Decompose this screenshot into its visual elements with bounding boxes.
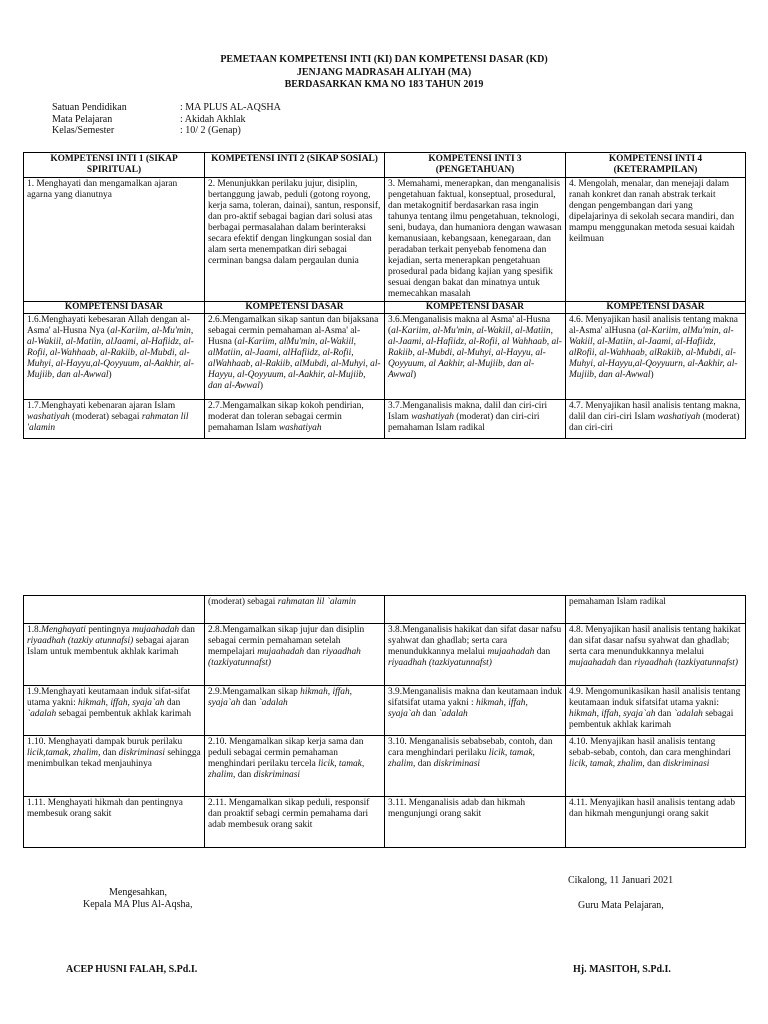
ki-header-cell: KOMPETENSI INTI 1 (SIKAP SPIRITUAL) bbox=[24, 153, 205, 178]
document-title bbox=[0, 54, 768, 92]
ki-header-row bbox=[24, 153, 746, 178]
kd-cell: 4.6. Menyajikan hasil analisis tentang makna al-Asma' alHusna (al-Kariim, alMu'min, al-Wakiil, al-Matiin, al-Jaami, al-Hafiidz, alRofii, al-Wahhaab, alRakiib, al-Mubdi, al-Muhyi, al-Hayyu,al-Qoyyuurn, al-Aakhir, al-Mujiib, dan al-Awwal) bbox=[566, 314, 746, 400]
table-row bbox=[24, 797, 746, 848]
table-row bbox=[24, 686, 746, 736]
ki-text-row bbox=[24, 178, 746, 302]
title-line-3: BERDASARKAN KMA NO 183 TAHUN 2019 bbox=[284, 79, 484, 90]
ki-header-cell: KOMPETENSI INTI 2 (SIKAP SOSIAL) bbox=[205, 153, 385, 178]
document-meta bbox=[52, 102, 281, 137]
ki-text-cell: 1. Menghayati dan mengamalkan ajaran agarna yang dianutnya bbox=[24, 178, 205, 302]
kd-cell bbox=[385, 596, 566, 624]
table-row bbox=[24, 314, 746, 400]
principal-name: ACEP HUSNI FALAH, S.Pd.I. bbox=[66, 964, 198, 975]
teacher-name: Hj. MASITOH, S.Pd.I. bbox=[573, 964, 671, 975]
kd-header-row bbox=[24, 302, 746, 314]
approval-block bbox=[83, 887, 265, 910]
kd-header-cell: KOMPETENSI DASAR bbox=[566, 302, 746, 314]
meta-value: : 10/ 2 (Genap) bbox=[180, 125, 241, 136]
kd-cell bbox=[24, 596, 205, 624]
kd-cell: pemahaman Islam radikal bbox=[566, 596, 746, 624]
kd-cell: 2.11. Mengamalkan sikap peduli, responsif dan proaktif sebagi cermin pemahama dari adab membesuk orang sakit bbox=[205, 797, 385, 848]
kd-cell: 1.9.Menghayati keutamaan induk sifat-sifat utama yakni: hikmah, iffah, syaja`ah dan `adalah sebagai pembentuk akhlak karimah bbox=[24, 686, 205, 736]
ki-header-cell: KOMPETENSI INTI 3 (PENGETAHUAN) bbox=[385, 153, 566, 178]
principal-title: Kepala MA Plus Al-Aqsha, bbox=[83, 898, 193, 910]
kd-cell: 1.6.Menghayati kebesaran Allah dengan al-Asma' al-Husna Nya (al-Kariim, al-Mu'min, al-Wakiil, al-Matiin, alJaami, al-Hafiidz, al-Rofii, al-Wahhaab, al-Rakiib, al-Mubdi, al-Muhyi, al-Hayyu,al-Qoyyuum, al-Aakhir, al-Mujiib, dan al-Awwal) bbox=[24, 314, 205, 400]
meta-value: : MA PLUS AL-AQSHA bbox=[180, 102, 281, 113]
kd-cell: 1.11. Menghayati hikmah dan pentingnya membesuk orang sakit bbox=[24, 797, 205, 848]
kd-header-cell: KOMPETENSI DASAR bbox=[205, 302, 385, 314]
kd-cell: 4.10. Menyajikan hasil analisis tentang sebab-sebab, contoh, dan cara menghindari licik, tamak, zhalim, dan diskriminasi bbox=[566, 736, 746, 797]
meta-row bbox=[52, 114, 281, 126]
meta-label: Mata Pelajaran bbox=[52, 113, 113, 125]
kd-cell: 4.8. Menyajikan hasil analisis tentang hakikat dan sifat dasar nafsu syahwat dan ghadlab; serta cara menundukkannya melalui mujaahadah dan riyaadhah (tazkiyatunnafst) bbox=[566, 624, 746, 686]
competency-table-page-2 bbox=[23, 595, 746, 848]
kd-cell: 1.8.Menghayati pentingnya mujaahadah dan riyaadhah (tazkiy atunnafsi) sebagai ajaran Islam untuk membentuk akhlak karimah bbox=[24, 624, 205, 686]
kd-cell: 3.9.Menganalisis makna dan keutamaan induk sifatsifat utama yakni : hikmah, iffah, syaja`ah dan `adalah bbox=[385, 686, 566, 736]
meta-row bbox=[52, 102, 281, 114]
signing-date: Cikalong, 11 Januari 2021 bbox=[568, 875, 674, 886]
kd-cell: 4.7. Menyajikan hasil analisis tentang makna, dalil dan ciri-ciri Islam washatiyah (moderat) dan ciri-ciri bbox=[566, 400, 746, 439]
meta-label: Satuan Pendidikan bbox=[52, 102, 127, 113]
kd-cell: 2.8.Mengamalkan sikap jujur dan disiplin sebagai cermin pemahaman setelah mempelajari mujaahadah dan riyaadhah (tazkiyatunnafst) bbox=[205, 624, 385, 686]
kd-cell: 1.7.Menghayati kebenaran ajaran Islam washatiyah (moderat) sebagai rahmatan lil 'alamin bbox=[24, 400, 205, 439]
kd-cell: 4.9. Mengomunikasikan hasil analisis tentang keutamaan induk sifatsifat utama yakni: hikmah, iffah, syaja`ah dan `adalah sebagai pembentuk akhlak karimah bbox=[566, 686, 746, 736]
table-row bbox=[24, 400, 746, 439]
meta-value: : Akidah Akhlak bbox=[180, 113, 246, 125]
kd-cell: 2.7.Mengamalkan sikap kokoh pendirian, moderat dan toleran sebagai cermin pemahaman Islam washatiyah bbox=[205, 400, 385, 439]
kd-cell: (moderat) sebagai rahmatan lil `alamin bbox=[205, 596, 385, 624]
kd-cell: 3.10. Menganalisis sebabsebab, contoh, dan cara menghindari perilaku licik, tamak, zhalim, dan diskriminasi bbox=[385, 736, 566, 797]
table-row bbox=[24, 596, 746, 624]
ki-text-cell: 3. Memahami, menerapkan, dan menganalisis pengetahuan faktual, konseptual, prosedural, dan metakognitif berdasarkan rasa ingin tahunya tentang ilmu pengetahuan, teknologi, seni, budaya, dan humaniora dengan wawasan kemanusiaan, kebangsaan, kenegaraan, dan peradaban terkait penyebab fenomena dan kejadian, serta menerapkan pengetahuan prosedural pada bidang kajian yang spesifik sesuai dengan bakat dan minatnya untuk memecahkan masalah bbox=[385, 178, 566, 302]
ki-text-cell: 4. Mengolah, menalar, dan menejaji dalam ranah konkret dan ranah abstrak terkait dengan pengembangan dari yang dipelajarinya di sekolah secara mandiri, dan mampu menggunakan metoda sesuai kaidah keilmuan bbox=[566, 178, 746, 302]
ki-header-cell: KOMPETENSI INTI 4 (KETERAMPILAN) bbox=[566, 153, 746, 178]
meta-label: Kelas/Semester bbox=[52, 125, 115, 136]
ki-text-cell: 2. Menunjukkan perilaku jujur, disiplin, bertanggung jawab, peduli (gotong royong, kerja sama, toleran, dainai), santun, responsif, dan pro-aktif sebagai bagian dari solusi atas berbagai permasalahan dalam berinteraksi secara efektif dengan lingkungan sosial dan alam serta menempatkan diri sebagai cerminan bangsa dalam pergaulan dunia bbox=[205, 178, 385, 302]
teacher-title: Guru Mata Pelajaran, bbox=[578, 900, 664, 911]
title-line-2: JENJANG MADRASAH ALIYAH (MA) bbox=[296, 66, 472, 78]
kd-cell: 2.10. Mengamalkan sikap kerja sama dan peduli sebagai cermin pemahaman menghindari perilaku tercela licik, tamak, zhalim, dan diskriminasi bbox=[205, 736, 385, 797]
kd-header-cell: KOMPETENSI DASAR bbox=[385, 302, 566, 314]
kd-cell: 3.7.Menganalisis makna, dalil dan ciri-ciri Islam washatiyah (moderat) dan ciri-ciri pemahaman Islam radikal bbox=[385, 400, 566, 439]
meta-row bbox=[52, 125, 281, 137]
kd-cell: 3.8.Menganalisis hakikat dan sifat dasar nafsu syahwat dan ghadlab; serta cara menundukkannya melalui mujaahadah dan riyaadhah (tazkiyatunnafst) bbox=[385, 624, 566, 686]
kd-cell: 2.6.Mengamalkan sikap santun dan bijaksana sebagai cermin pemahaman al-Asma' al-Husna (al-Kariim, alMu'min, al-Wakiil, alMatiin, al-Jaami, alHafiidz, al-Rofii, alWahhaab, al-Rakiib, alMubdi, al-Muhyi, al-Hayyu, al-Qoyyuum, al-Aakhir, al-Mujiib, dan al-Awwal) bbox=[205, 314, 385, 400]
kd-cell: 3.6.Menganalisis makna al Asma' al-Husna (al-Kariim, al-Mu'min, al-Wakiil, al-Matiin, al-Jaami, al-Hafiidz, al-Rofii, al Wahhaab, al-Rakiib, al-Mubdi, al-Muhyi, al-Hayyu, al-Qoyyuum, al Aakhir, al-Mujiib, dan al-Awwal) bbox=[385, 314, 566, 400]
kd-cell: 2.9.Mengamalkan sikap hikmah, iffah, syaja`ah dan `adalah bbox=[205, 686, 385, 736]
approval-line: Mengesahkan, bbox=[109, 887, 168, 898]
kd-cell: 3.11. Menganalisis adab dan hikmah mengunjungi orang sakit bbox=[385, 797, 566, 848]
kd-cell: 4.11. Menyajikan hasil analisis tentang adab dan hikmah mengunjungi orang sakit bbox=[566, 797, 746, 848]
table-row bbox=[24, 624, 746, 686]
kd-cell: 1.10. Menghayati dampak buruk perilaku licik,tamak, zhalim, dan diskriminasi sehingga menimbulkan tekad menjauhinya bbox=[24, 736, 205, 797]
competency-table-page-1 bbox=[23, 152, 746, 439]
table-row bbox=[24, 736, 746, 797]
title-line-1: PEMETAAN KOMPETENSI INTI (KI) DAN KOMPETENSI DASAR (KD) bbox=[220, 54, 548, 65]
kd-header-cell: KOMPETENSI DASAR bbox=[24, 302, 205, 314]
